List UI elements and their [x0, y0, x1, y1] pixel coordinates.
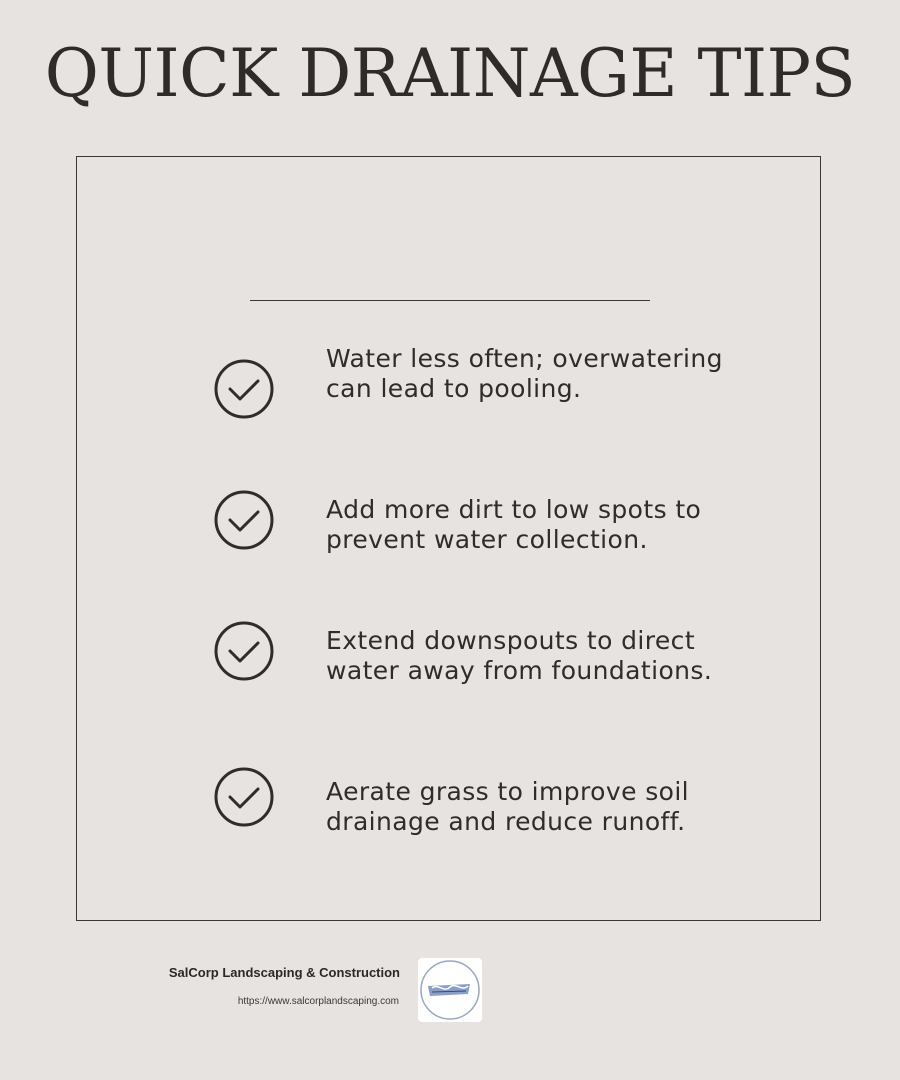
check-circle-icon — [213, 489, 275, 551]
check-circle-icon — [213, 620, 275, 682]
tip-text: Aerate grass to improve soil drainage and reduce runoff. — [326, 777, 690, 836]
page-title: QUICK DRAINAGE TIPS — [44, 35, 856, 112]
tip-text: Extend downspouts to direct water away from foundations. — [326, 626, 713, 685]
company-name: SalCorp Landscaping & Construction — [168, 965, 400, 980]
tips-card — [76, 156, 821, 921]
check-circle-icon — [213, 358, 275, 420]
company-logo — [418, 958, 482, 1022]
company-url-link[interactable]: https://www.salcorplandscaping.com — [237, 996, 399, 1007]
divider-rule — [250, 300, 650, 301]
tip-text: Add more dirt to low spots to prevent water collection. — [326, 495, 702, 554]
tip-text: Water less often; overwatering can lead to pooling. — [326, 344, 723, 403]
check-circle-icon — [213, 766, 275, 828]
